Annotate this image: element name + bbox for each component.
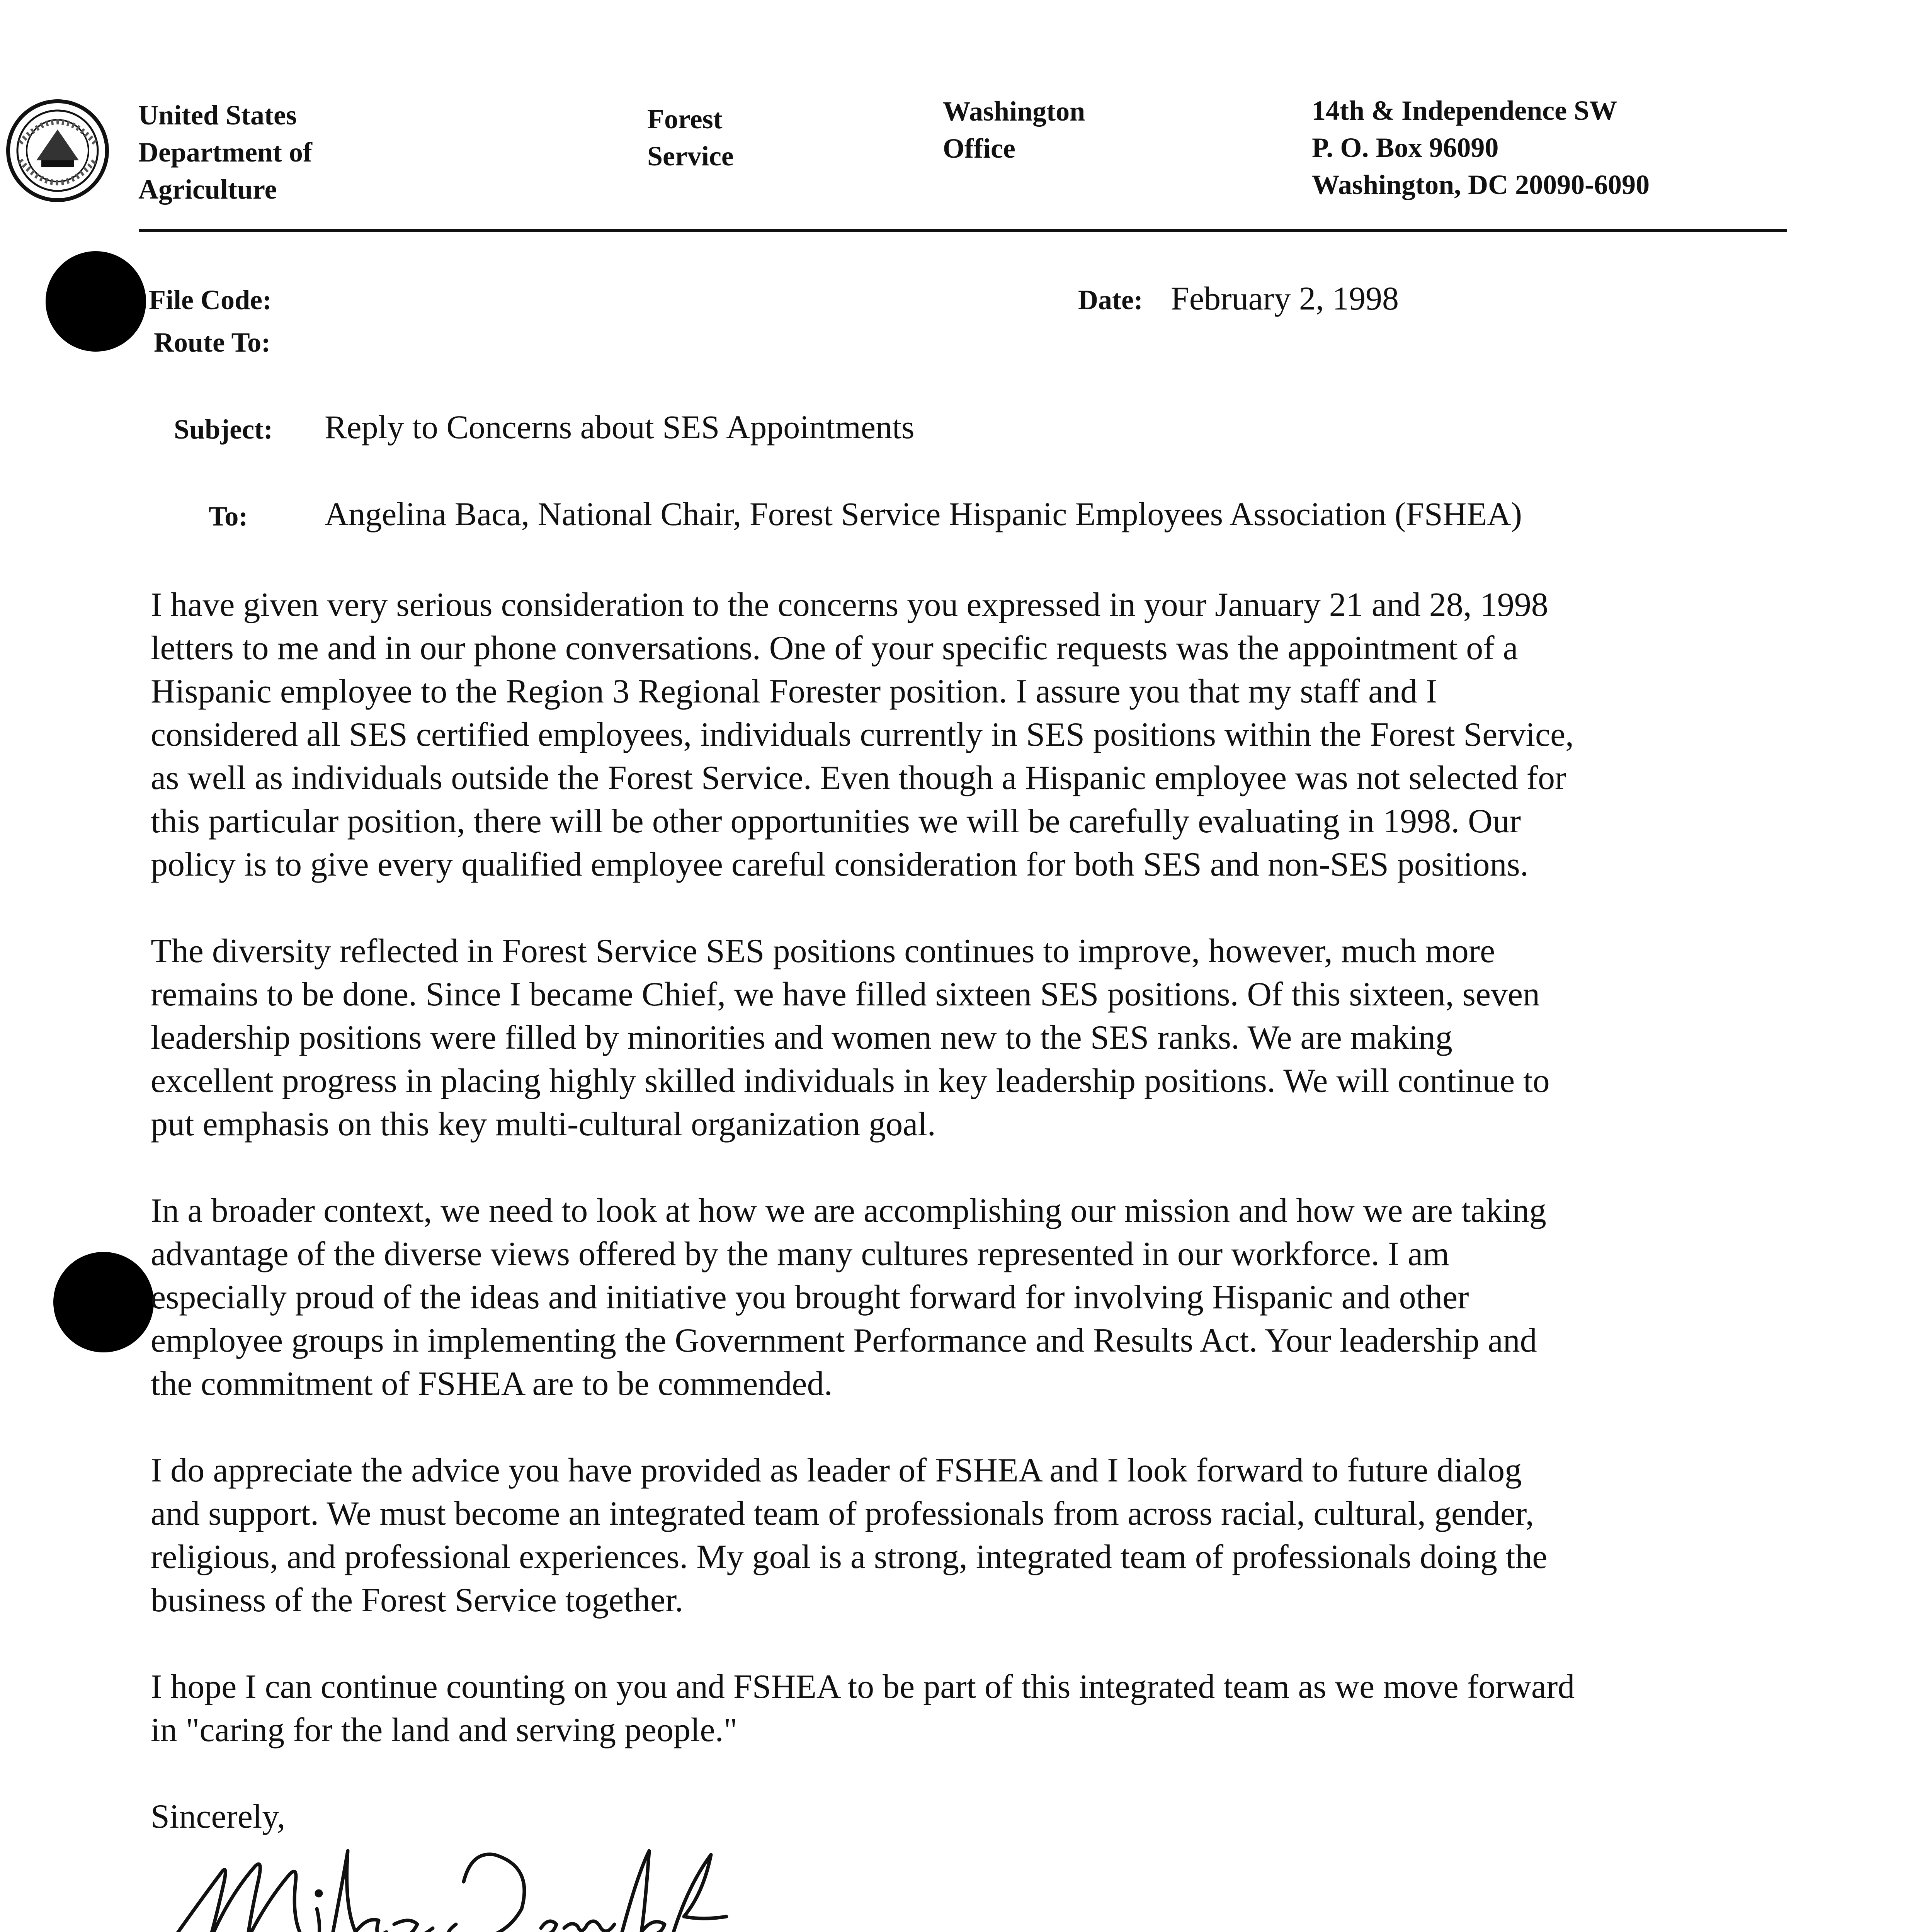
punch-hole	[53, 1252, 154, 1352]
letterhead-office	[943, 93, 1085, 167]
office-line: Washington	[943, 96, 1085, 127]
closing: Sincerely,	[151, 1798, 286, 1835]
letterhead-agency	[138, 97, 312, 208]
handwritten-signature	[162, 1828, 734, 1932]
address-line: P. O. Box 96090	[1312, 132, 1499, 163]
office-line: Office	[943, 133, 1015, 164]
service-line: Forest	[647, 104, 723, 134]
subject-label: Subject:	[174, 414, 273, 445]
file-code-label: File Code:	[149, 284, 272, 315]
subject-value: Reply to Concerns about SES Appointments	[325, 408, 915, 446]
header-divider	[139, 229, 1787, 232]
body-paragraph: I hope I can continue counting on you and FSHEA to be part of this integrated team as we move forward in "caring for the land and serving people."	[151, 1668, 1575, 1749]
letter-body	[151, 583, 1812, 1882]
agency-line: Agriculture	[138, 174, 277, 205]
body-paragraph: The diversity reflected in Forest Service SES positions continues to improve, however, much more remains to be done. Since I became Chief, we have filled sixteen SES positions. Of this sixteen, seven leadership positions were filled by minorities and women new to the SES ranks. We are making excellent progress in placing highly skilled individuals in key leadership positions. We will continue to put emphasis on this key multi-cultural organization goal.	[151, 932, 1550, 1143]
agency-line: United States	[138, 100, 297, 131]
date-label: Date:	[1078, 284, 1143, 315]
punch-hole	[46, 251, 146, 352]
to-value: Angelina Baca, National Chair, Forest Service Hispanic Employees Association (FSHEA)	[325, 495, 1522, 532]
address-line: 14th & Independence SW	[1312, 95, 1617, 126]
service-line: Service	[647, 141, 734, 172]
date-value: February 2, 1998	[1171, 280, 1399, 317]
body-paragraph: I do appreciate the advice you have provided as leader of FSHEA and I look forward to future dialog and support. We must become an integrated team of professionals from across racial, cultural, gender, religious, and professional experiences. My goal is a strong, integrated team of professionals doing the business of the Forest Service together.	[151, 1452, 1548, 1619]
body-paragraph: In a broader context, we need to look at how we are accomplishing our mission and how we are taking advantage of the diverse views offered by the many cultures represented in our workforce. I am especially proud of the ideas and initiative you brought forward for involving Hispanic and other employee groups in implementing the Government Performance and Results Act. Your leadership and the commitment of FSHEA are to be commended.	[151, 1192, 1546, 1403]
usda-seal-icon	[5, 93, 111, 209]
to-label: To:	[209, 501, 248, 532]
body-paragraph: I have given very serious consideration to the concerns you expressed in your January 21 and 28, 1998 letters to me and in our phone conversations. One of your specific requests was the appointment of a Hispanic employee to the Region 3 Regional Forester position. I assure you that my staff and I considered all SES certified employees, individuals currently in SES positions within the Forest Service, as well as individuals outside the Forest Service. Even though a Hispanic employee was not selected for this particular position, there will be other opportunities we will be carefully evaluating in 1998. Our policy is to give every qualified employee careful consideration for both SES and non-SES positions.	[151, 586, 1574, 883]
route-to-label: Route To:	[154, 327, 271, 358]
letterhead-address	[1312, 92, 1650, 203]
agency-line: Department of	[138, 137, 312, 168]
address-line: Washington, DC 20090-6090	[1312, 169, 1650, 200]
letterhead-service	[647, 100, 734, 175]
